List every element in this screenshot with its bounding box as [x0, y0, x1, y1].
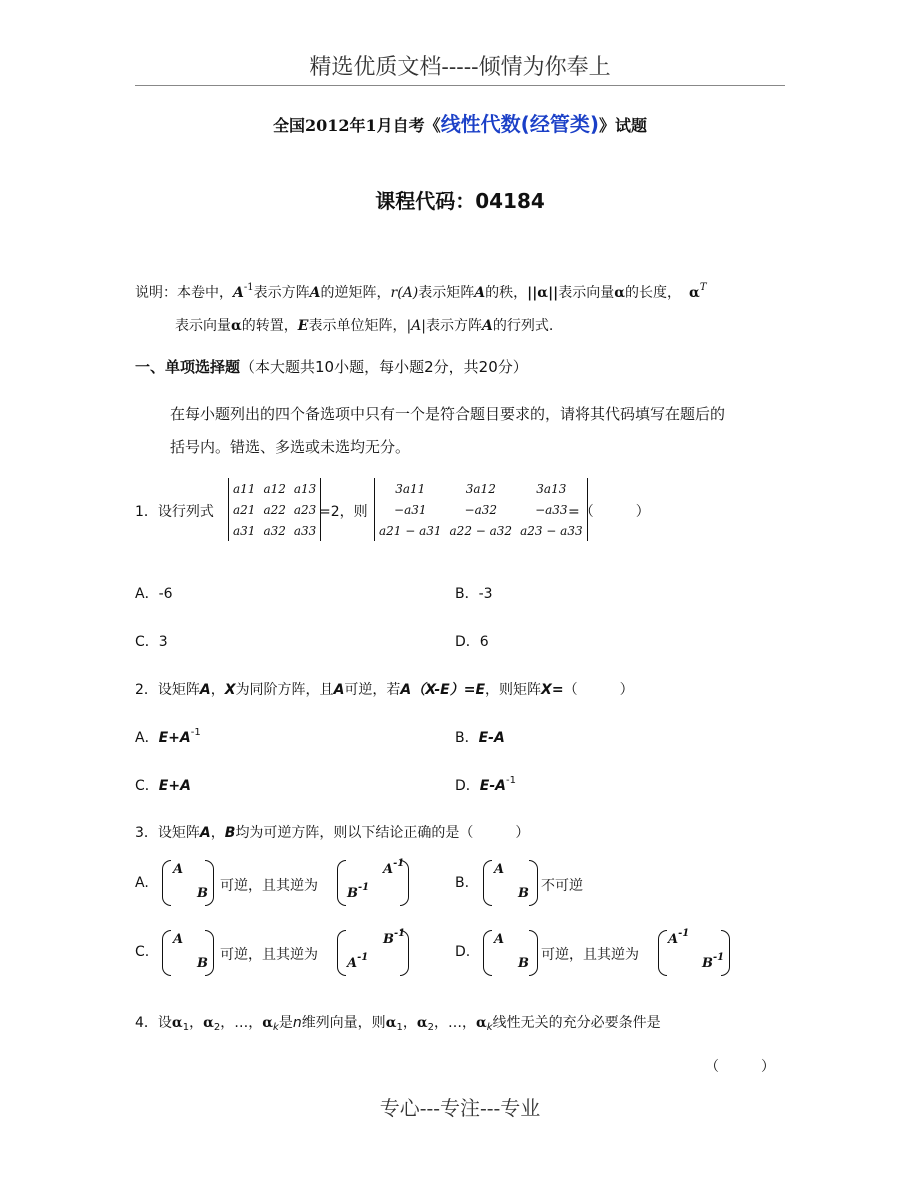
q4-text: 是 — [278, 1015, 293, 1031]
right-paren — [205, 860, 214, 906]
note-text: 表示向量 — [558, 285, 615, 301]
matrix-entry: A — [494, 932, 505, 947]
note-sup: T — [699, 282, 707, 293]
q4-text: 维列向量，则 — [301, 1015, 386, 1031]
q3-option-d-text: 可逆，且其逆为 — [541, 947, 639, 963]
course-code: 课程代码：04184 — [375, 189, 545, 213]
q3-option-a-label: A. — [135, 875, 149, 891]
note-symbol: |A| — [406, 318, 426, 334]
matrix-entry: B — [197, 886, 208, 901]
q2-text: ， — [210, 682, 225, 698]
right-paren — [205, 930, 214, 976]
det1-cell: a13 — [293, 481, 317, 496]
det2-cell: −a32 — [464, 502, 498, 517]
det2-cell: 3a11 — [395, 481, 426, 496]
q1-determinant-2 — [374, 478, 588, 541]
note-sup: -1 — [243, 282, 254, 293]
left-paren — [658, 930, 667, 976]
note-text: 的转置， — [241, 318, 298, 334]
note-text: 表示矩阵 — [418, 285, 475, 301]
q3-option-b-text: 不可逆 — [541, 878, 583, 894]
title-suffix: 》试题 — [598, 116, 647, 135]
option-sup: -1 — [190, 727, 201, 738]
q1-option-a: A．-6 — [135, 586, 173, 602]
q1-determinant-1 — [228, 478, 321, 541]
matrix-entry: A — [173, 862, 184, 877]
matrix-entry: $A^{-1}$ — [347, 952, 369, 971]
det2-cell: 3a12 — [465, 481, 496, 496]
section-heading — [135, 356, 528, 377]
note-symbol: A — [309, 285, 321, 301]
q3-option-a-text: 可逆，且其逆为 — [220, 878, 318, 894]
note-text: 的逆矩阵， — [320, 285, 391, 301]
q4-symbol: α — [385, 1015, 397, 1031]
instruction-line-2: 括号内。错选、多选或未选均无分。 — [170, 438, 411, 456]
q4-stem — [135, 1012, 661, 1032]
q3-text: 3．设矩阵 — [135, 825, 200, 841]
q4-answer-bracket: （ ） — [705, 1059, 775, 1075]
option-label: A． — [135, 730, 159, 746]
q1-prefix: 设行列式 — [157, 504, 214, 520]
q4-sub: 1 — [182, 1022, 190, 1033]
q4-sub: k — [273, 1022, 279, 1033]
left-paren — [337, 860, 346, 906]
option-label: C． — [135, 778, 159, 794]
q1-option-c: C．3 — [135, 634, 168, 650]
det1-cell: a22 — [263, 502, 286, 517]
right-paren — [529, 860, 538, 906]
note-text: 说明：本卷中， — [135, 285, 233, 301]
q4-symbol: α — [262, 1015, 274, 1031]
note-text: 表示向量 — [175, 318, 231, 334]
option-expr: E+A — [158, 778, 191, 794]
q3-option-b-label: B. — [455, 875, 470, 891]
matrix-entry: $A^{-1}$ — [668, 928, 690, 947]
right-paren — [721, 930, 730, 976]
page-footer: 专心---专注---专业 — [379, 1096, 541, 1120]
q3-option-c-inverse — [337, 930, 409, 976]
q4-symbol: α — [476, 1015, 487, 1031]
q3-symbol: B — [224, 825, 236, 841]
q2-text: ，则矩阵 — [485, 682, 542, 698]
det2-cell: a23 − a33 — [520, 523, 583, 538]
note-symbol: A — [482, 318, 493, 334]
det1-cell: a32 — [263, 523, 286, 538]
q4-sub: 2 — [427, 1022, 434, 1033]
q4-text: 线性无关的充分必要条件是 — [492, 1015, 661, 1031]
matrix-entry: B — [518, 956, 529, 971]
right-paren — [529, 930, 538, 976]
left-paren — [483, 860, 492, 906]
q3-text: 均为可逆方阵，则以下结论正确的是（ ） — [235, 825, 530, 841]
q3-option-d-matrix — [483, 930, 538, 976]
note-line-2 — [175, 315, 553, 335]
q4-text: ， — [434, 1015, 448, 1031]
q4-sub: 2 — [213, 1022, 221, 1033]
q4-sub: k — [486, 1022, 493, 1033]
option-sup: -1 — [506, 775, 516, 786]
q2-symbol: A — [199, 682, 211, 698]
note-text: 的秩， — [485, 285, 528, 301]
q2-symbol: A（X-E）=E — [400, 682, 486, 698]
q2-symbol: X — [224, 682, 236, 698]
option-expr: E+A — [158, 730, 191, 746]
det2-cell: a22 − a32 — [449, 523, 513, 538]
note-symbol: E — [297, 318, 309, 334]
note-symbol: A — [474, 285, 486, 301]
q4-text: ， — [402, 1015, 417, 1031]
q4-text: ， — [220, 1015, 235, 1031]
option-label: D． — [455, 778, 480, 794]
matrix-entry: B — [197, 956, 208, 971]
det1-cell: a33 — [293, 523, 317, 538]
q1-label — [135, 501, 214, 521]
instruction-line-1: 在每小题列出的四个备选项中只有一个是符合题目要求的，请将其代码填写在题后的 — [170, 405, 726, 423]
option-expr: E-A — [478, 730, 505, 746]
q2-option-d — [455, 775, 516, 795]
q2-answer-bracket: （ ） — [563, 682, 634, 698]
det2-cell: 3a13 — [536, 481, 567, 496]
q2-text: 2．设矩阵 — [135, 682, 200, 698]
note-text: 表示方阵 — [426, 318, 482, 334]
q3-stem — [135, 822, 529, 842]
q4-text: ， — [189, 1015, 204, 1031]
det1-cell: a21 — [233, 502, 256, 517]
q4-text: ， — [462, 1015, 476, 1031]
option-label: B． — [455, 730, 479, 746]
right-paren — [400, 860, 409, 906]
left-paren — [162, 930, 171, 976]
det1-cell: a23 — [293, 502, 317, 517]
q1-option-d: D．6 — [455, 634, 489, 650]
q3-option-d-inverse — [658, 930, 730, 976]
q1-number: 1． — [135, 504, 158, 520]
matrix-entry: A — [494, 862, 505, 877]
matrix-entry: $B^{-1}$ — [383, 928, 406, 947]
q2-option-c — [135, 775, 191, 795]
det1-cell: a12 — [263, 481, 286, 496]
q4-sub: 1 — [396, 1022, 403, 1033]
right-paren — [400, 930, 409, 976]
q2-stem — [135, 679, 634, 699]
q3-option-b-matrix — [483, 860, 538, 906]
q2-symbol: A — [333, 682, 345, 698]
q1-mid-text: =2，则 — [319, 504, 368, 520]
note-line-1 — [135, 282, 707, 302]
note-symbol: α — [689, 285, 700, 301]
q3-option-c-label: C. — [135, 944, 150, 960]
left-paren — [162, 860, 171, 906]
det2-cell: −a31 — [394, 502, 427, 517]
page-header: 精选优质文档-----倾情为你奉上 — [309, 55, 611, 80]
q3-option-a-matrix — [162, 860, 214, 906]
note-text: 表示方阵 — [253, 285, 310, 301]
det1-cell: a11 — [233, 481, 256, 496]
det1-cell: a31 — [233, 523, 256, 538]
left-paren — [483, 930, 492, 976]
q4-text: … — [234, 1015, 249, 1031]
q4-text: … — [448, 1015, 462, 1031]
q2-text: 可逆，若 — [344, 682, 401, 698]
note-text: 的长度， — [625, 285, 682, 301]
matrix-entry: $A^{-1}$ — [383, 858, 405, 877]
q4-text: ， — [248, 1015, 263, 1031]
q3-text: ， — [210, 825, 225, 841]
q2-option-b — [455, 727, 505, 747]
exam-title — [0, 108, 920, 137]
q1-answer-bracket: =（ ） — [568, 504, 650, 520]
q2-option-a — [135, 727, 201, 747]
matrix-entry: $B^{-1}$ — [702, 952, 725, 971]
q4-symbol: n — [292, 1015, 302, 1031]
header-divider — [135, 85, 785, 86]
q3-option-c-matrix — [162, 930, 214, 976]
q4-symbol: α — [416, 1015, 428, 1031]
note-symbol: α — [614, 285, 626, 301]
q4-symbol: α — [203, 1015, 214, 1031]
det2-cell: −a33 — [535, 502, 568, 517]
q3-option-c-text: 可逆，且其逆为 — [220, 947, 318, 963]
title-subject: 线性代数(经管类) — [440, 112, 599, 136]
q3-option-d-label: D. — [455, 944, 471, 960]
left-paren — [337, 930, 346, 976]
q4-text: 4．设 — [135, 1015, 172, 1031]
matrix-entry: $B^{-1}$ — [347, 882, 370, 901]
q3-symbol: A — [199, 825, 211, 841]
q4-symbol: α — [171, 1015, 183, 1031]
option-expr: E-A — [479, 778, 506, 794]
title-prefix: 全国2012年1月自考《 — [273, 116, 441, 135]
matrix-entry: A — [173, 932, 184, 947]
det2-cell: a21 − a31 — [379, 523, 442, 538]
note-symbol: ||α|| — [527, 285, 559, 301]
q2-symbol: X= — [541, 682, 564, 698]
note-symbol: A — [233, 285, 244, 301]
note-text: 表示单位矩阵， — [308, 318, 407, 334]
matrix-entry: B — [518, 886, 529, 901]
note-symbol: r(A) — [390, 285, 419, 301]
section-heading-bold: 一、单项选择题 — [135, 358, 241, 376]
q3-option-a-inverse — [337, 860, 409, 906]
note-text: 的行列式. — [492, 318, 554, 334]
note-symbol: α — [231, 318, 242, 334]
q1-option-b: B．-3 — [455, 586, 493, 602]
q2-text: 为同阶方阵，且 — [235, 682, 334, 698]
section-heading-rest: （本大题共10小题，每小题2分，共20分） — [240, 358, 528, 376]
